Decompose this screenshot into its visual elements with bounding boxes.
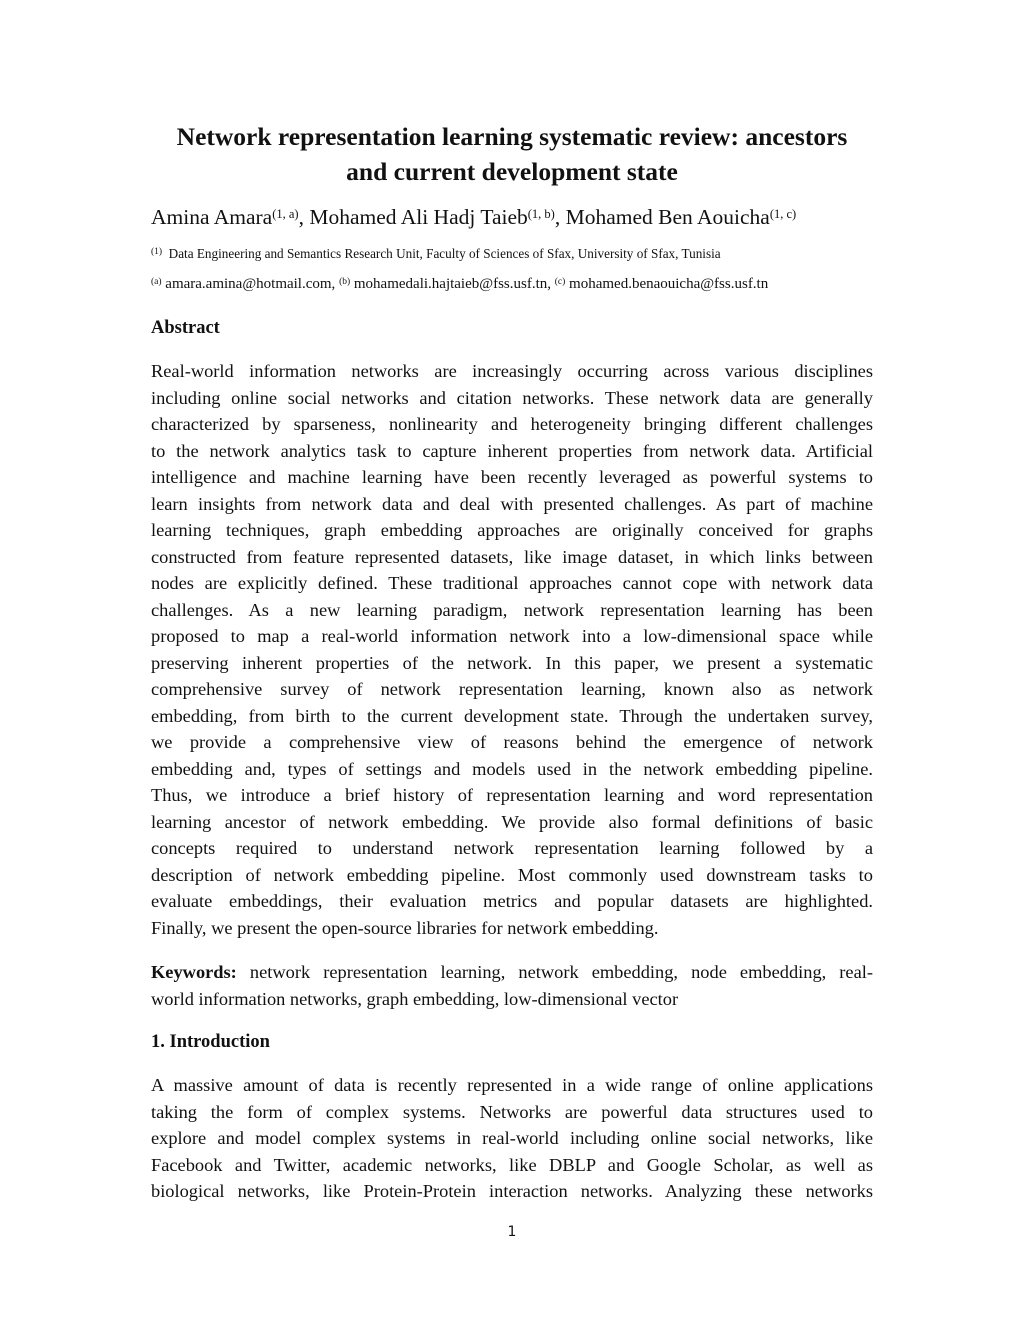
- abstract-line: intelligence and machine learning have been recently leveraged as powerful systems to: [151, 467, 873, 487]
- email-mark: (a): [151, 277, 162, 287]
- affiliation-text: Data Engineering and Semantics Research Unit, Faculty of Sciences of Sfax, University of Sfax, Tunisia: [168, 246, 721, 261]
- abstract-line: including online social networks and citation networks. These network data are generally: [151, 387, 873, 408]
- abstract-line: concepts required to understand network representation learning followed by a: [151, 838, 873, 858]
- paper-title: [120, 119, 904, 189]
- author-affiliation-mark: (1, b): [527, 207, 555, 221]
- author-name: Mohamed Ben Aouicha: [565, 205, 770, 229]
- email-address: amara.amina@hotmail.com,: [165, 276, 336, 292]
- abstract-line: Thus, we introduce a brief history of representation learning and word representation: [151, 785, 873, 805]
- abstract-line: to the network analytics task to capture inherent properties from network data. Artificial: [151, 440, 873, 461]
- abstract-line: embedding, from birth to the current development state. Through the undertaken survey,: [151, 705, 873, 726]
- abstract-line: preserving inherent properties of the network. In this paper, we present a systematic: [151, 652, 873, 673]
- keywords-line: [151, 959, 873, 986]
- abstract-body: [151, 358, 873, 941]
- abstract-line: proposed to map a real-world information network into a low-dimensional space while: [151, 626, 873, 646]
- abstract-line: evaluate embeddings, their evaluation metrics and popular datasets are highlighted.: [151, 891, 873, 911]
- introduction-body: [151, 1072, 873, 1205]
- email-list: [151, 273, 768, 295]
- section-heading: 1. Introduction: [151, 1032, 270, 1052]
- page-number: 1: [507, 1224, 517, 1240]
- abstract-line: Real-world information networks are increasingly occurring across various disciplines: [151, 361, 873, 381]
- email-address: mohamed.benaouicha@fss.usf.tn: [569, 276, 769, 292]
- abstract-line: constructed from feature represented datasets, like image dataset, in which links between: [151, 546, 873, 567]
- keywords-text: network representation learning, network embedding, node embedding, real-: [236, 962, 873, 982]
- affiliation: [151, 244, 721, 264]
- title-line: and current development state: [346, 157, 678, 186]
- abstract-line: we provide a comprehensive view of reasons behind the emergence of network: [151, 732, 873, 752]
- abstract-line: comprehensive survey of network representation learning, known also as network: [151, 679, 873, 699]
- author-name: Mohamed Ali Hadj Taieb: [309, 205, 528, 229]
- author-affiliation-mark: (1, a): [272, 207, 299, 221]
- author-list: Amina Amara$^{(1, a)}$, Mohamed Ali Hadj Taieb$^{(1, b)}$, Mohamed Ben Aouicha$^{(1, c)}$: [151, 205, 797, 229]
- abstract-line: description of network embedding pipeline. Most commonly used downstream tasks to: [151, 864, 873, 885]
- title-line: Network representation learning systematic review: ancestors: [176, 122, 848, 151]
- keywords-block: [151, 959, 873, 1012]
- keywords-line: world information networks, graph embedding, low-dimensional vector: [151, 988, 679, 1009]
- email-address: mohamedali.hajtaieb@fss.usf.tn,: [353, 276, 551, 292]
- abstract-line: learning ancestor of network embedding. We provide also formal definitions of basic: [151, 811, 873, 832]
- email-mark: (b): [339, 277, 351, 287]
- intro-line: explore and model complex systems in real-world including online social networks, like: [151, 1128, 873, 1148]
- abstract-line: Finally, we present the open-source libraries for network embedding.: [151, 917, 659, 938]
- keywords-label: Keywords:: [151, 962, 237, 982]
- abstract-line: learn insights from network data and deal with presented challenges. As part of machine: [151, 493, 873, 514]
- intro-line: Facebook and Twitter, academic networks, like DBLP and Google Scholar, as well as: [151, 1154, 873, 1175]
- author-name: Amina Amara: [151, 205, 273, 229]
- intro-line: taking the form of complex systems. Networks are powerful data structures used to: [151, 1101, 873, 1122]
- abstract-heading: Abstract: [151, 318, 220, 338]
- affiliation-mark: (1): [151, 247, 163, 257]
- email-mark: (c): [554, 277, 566, 287]
- intro-line: biological networks, like Protein-Protein interaction networks. Analyzing these networks: [151, 1181, 873, 1201]
- abstract-line: learning techniques, graph embedding approaches are originally conceived for graphs: [151, 520, 873, 540]
- intro-line: A massive amount of data is recently represented in a wide range of online applications: [151, 1075, 873, 1095]
- abstract-line: embedding and, types of settings and models used in the network embedding pipeline.: [151, 758, 873, 779]
- abstract-line: characterized by sparseness, nonlinearity and heterogeneity bringing different challenges: [151, 414, 873, 434]
- author-affiliation-mark: (1, c): [769, 207, 797, 221]
- abstract-line: nodes are explicitly defined. These traditional approaches cannot cope with network data: [151, 573, 873, 593]
- abstract-line: challenges. As a new learning paradigm, network representation learning has been: [151, 599, 873, 620]
